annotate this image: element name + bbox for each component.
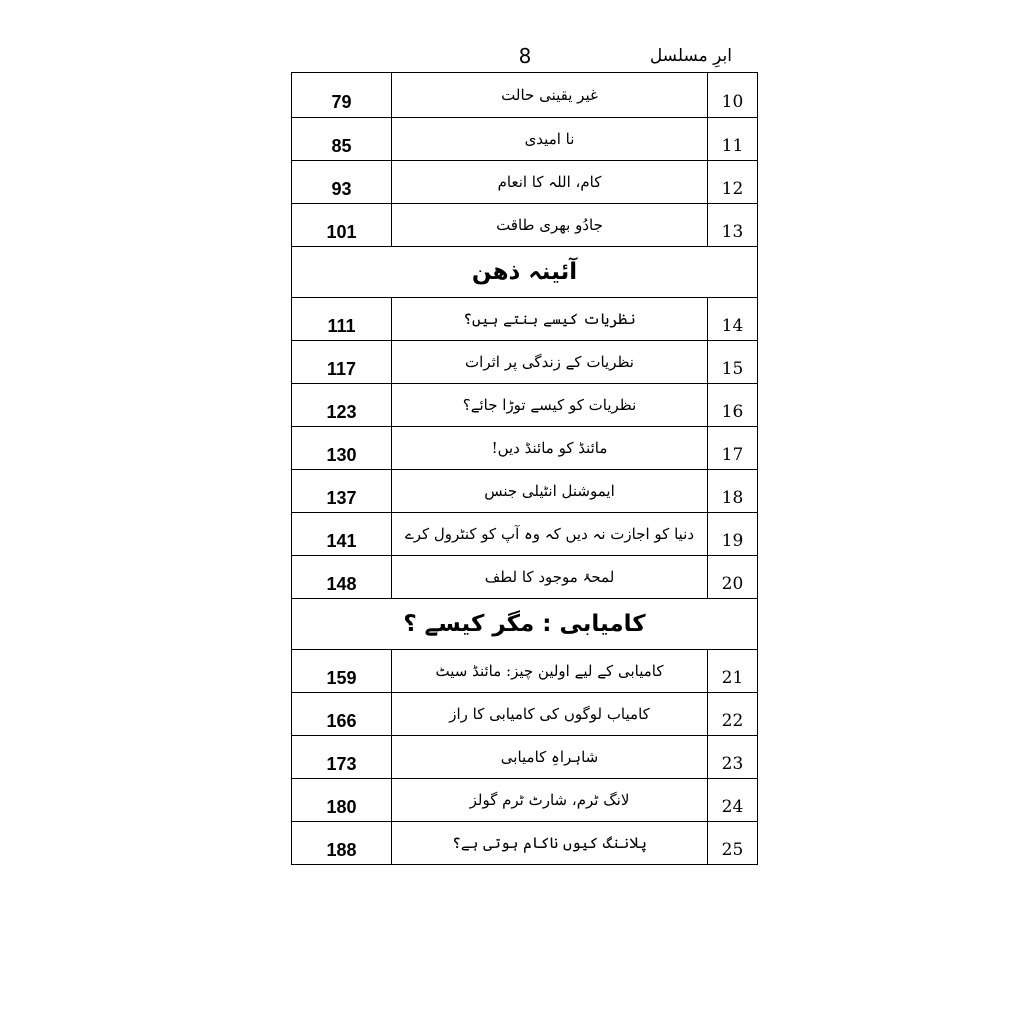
section-heading: کامیابی : مگر کیسے ؟ <box>292 599 758 650</box>
toc-page: 148 <box>292 556 392 599</box>
page-number: 8 <box>518 44 532 68</box>
book-title: ابرِ مسلسل <box>649 46 732 66</box>
table-row <box>292 779 758 822</box>
table-row <box>292 384 758 427</box>
toc-title: کامیاب لوگوں کی کامیابی کا راز <box>392 693 708 736</box>
toc-number: 20 <box>708 556 758 599</box>
table-row <box>292 822 758 865</box>
table-row <box>292 118 758 161</box>
table-row <box>292 427 758 470</box>
toc-page: 85 <box>292 118 392 161</box>
toc-title: نظریات کو کیسے توڑا جائے؟ <box>392 384 708 427</box>
toc-title: غیر یقینی حالت <box>392 73 708 118</box>
table-row <box>292 736 758 779</box>
table-row <box>292 470 758 513</box>
table-row <box>292 298 758 341</box>
toc-page: 93 <box>292 161 392 204</box>
toc-page: 123 <box>292 384 392 427</box>
table-row <box>292 341 758 384</box>
toc-number: 22 <box>708 693 758 736</box>
toc-page: 180 <box>292 779 392 822</box>
toc-number: 21 <box>708 650 758 693</box>
table-row <box>292 556 758 599</box>
table-row <box>292 161 758 204</box>
table-row <box>292 513 758 556</box>
toc-page: 130 <box>292 427 392 470</box>
table-row <box>292 73 758 118</box>
table-row <box>292 693 758 736</box>
toc-page: 188 <box>292 822 392 865</box>
toc-title: لانگ ٹرم، شارٹ ٹرم گولز <box>392 779 708 822</box>
toc-title: نا امیدی <box>392 118 708 161</box>
toc-page: 166 <box>292 693 392 736</box>
toc-number: 15 <box>708 341 758 384</box>
toc-number: 16 <box>708 384 758 427</box>
toc-title: ایموشنل انٹیلی جنس <box>392 470 708 513</box>
toc-page: 137 <box>292 470 392 513</box>
toc-title: پلاننگ کیوں ناکام ہوتی ہے؟ <box>392 822 708 865</box>
toc-number: 24 <box>708 779 758 822</box>
toc-page: 111 <box>292 298 392 341</box>
toc-number: 23 <box>708 736 758 779</box>
toc-title: کام، اللہ کا انعام <box>392 161 708 204</box>
toc-title: نظریات کیسے بنتے ہیں؟ <box>392 298 708 341</box>
toc-number: 11 <box>708 118 758 161</box>
toc-number: 12 <box>708 161 758 204</box>
toc-page: 159 <box>292 650 392 693</box>
toc-page: 117 <box>292 341 392 384</box>
toc-page: 141 <box>292 513 392 556</box>
toc-title: شاہراہِ کامیابی <box>392 736 708 779</box>
toc-page: 79 <box>292 73 392 118</box>
toc-title: مائنڈ کو مائنڈ دیں! <box>392 427 708 470</box>
toc-title: دنیا کو اجازت نہ دیں کہ وہ آپ کو کنٹرول کرے <box>392 513 708 556</box>
toc-page: 173 <box>292 736 392 779</box>
toc-number: 17 <box>708 427 758 470</box>
toc-number: 25 <box>708 822 758 865</box>
toc-number: 18 <box>708 470 758 513</box>
section-row <box>292 247 758 298</box>
toc-title: جادُو بھری طاقت <box>392 204 708 247</box>
table-row <box>292 204 758 247</box>
toc-title: کامیابی کے لیے اولین چیز: مائنڈ سیٹ <box>392 650 708 693</box>
section-heading: آئینہ ذھن <box>292 247 758 298</box>
toc-number: 13 <box>708 204 758 247</box>
toc-title: نظریات کے زندگی پر اثرات <box>392 341 708 384</box>
table-of-contents <box>291 72 758 865</box>
toc-number: 10 <box>708 73 758 118</box>
toc-page: 101 <box>292 204 392 247</box>
toc-title: لمحۂ موجود کا لطف <box>392 556 708 599</box>
table-row <box>292 650 758 693</box>
toc-number: 19 <box>708 513 758 556</box>
section-row <box>292 599 758 650</box>
toc-number: 14 <box>708 298 758 341</box>
